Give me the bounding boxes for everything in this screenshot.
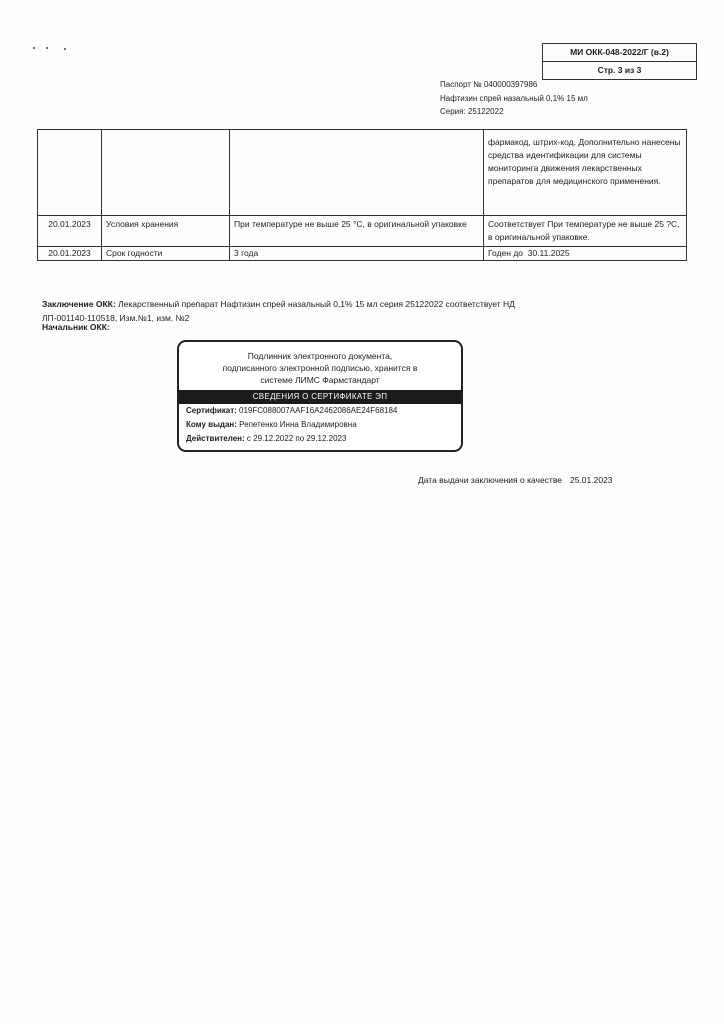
result-cell: Соответствует При температуре не выше 25 ?С, в оригинальной упаковке. — [484, 216, 687, 247]
conclusion-text: Лекарственный препарат Нафтизин спрей назальный 0,1% 15 мл серия 25122022 соответствует НД ЛП-001140-110518, Изм.№1, изм. №2 — [42, 299, 515, 323]
electronic-signature-stamp — [177, 340, 463, 452]
passport-number: Паспорт № 040000397986 — [440, 80, 538, 89]
scan-artifact — [46, 47, 48, 49]
requirement-cell: При температуре не выше 25 °С, в оригинальной упаковке — [230, 216, 484, 247]
doc-code-box — [542, 43, 697, 80]
requirement-cell: 3 года — [230, 247, 484, 261]
stamp-certificate-bar: СВЕДЕНИЯ О СЕРТИФИКАТЕ ЭП — [179, 390, 461, 404]
result-cell: фармакод, штрих-код. Дополнительно нанесены средства идентификации для системы мониторинга движения лекарственных препаратов для медицинского применения. — [484, 130, 687, 216]
table-row — [38, 247, 687, 261]
scan-artifact — [64, 48, 66, 50]
stamp-line: Подлинник электронного документа, — [247, 351, 393, 361]
validity-value: с 29.12.2022 по 29.12.2023 — [246, 434, 347, 443]
issued-to-value: Репетенко Инна Владимировна — [239, 420, 357, 429]
page-number: Стр. 3 из 3 — [543, 61, 696, 79]
requirement-cell — [230, 130, 484, 216]
issue-date-value: 25.01.2023 — [569, 475, 613, 485]
date-cell: 20.01.2023 — [38, 247, 102, 261]
validity-row — [179, 432, 461, 446]
table-row — [38, 130, 687, 216]
issued-to-label: Кому выдан: — [186, 420, 237, 429]
series-number: Серия: 25122022 — [440, 107, 504, 116]
certificate-label: Сертификат: — [186, 406, 237, 415]
table-row — [38, 216, 687, 247]
chief-label: Начальник ОКК: — [42, 322, 110, 332]
conclusion-label: Заключение ОКК: — [42, 299, 116, 309]
issue-date — [418, 475, 613, 485]
certificate-value: 019FC088007AAF16A2462086AE24F68184 — [239, 406, 398, 415]
stamp-line: подписанного электронной подписью, хранится в — [222, 363, 418, 373]
parameter-cell: Условия хранения — [102, 216, 230, 247]
result-cell: Годен до 30.11.2025 — [484, 247, 687, 261]
certificate-row — [179, 404, 461, 418]
results-table — [37, 129, 687, 261]
conclusion — [42, 297, 562, 325]
parameter-cell: Срок годности — [102, 247, 230, 261]
doc-code: МИ ОКК-048-2022/Г (в.2) — [570, 47, 669, 57]
parameter-cell — [102, 130, 230, 216]
passport-block — [440, 78, 588, 119]
product-name: Нафтизин спрей назальный 0,1% 15 мл — [440, 93, 588, 103]
scan-artifact — [33, 47, 35, 49]
validity-label: Действителен: — [186, 434, 245, 443]
date-cell: 20.01.2023 — [38, 216, 102, 247]
issue-date-label: Дата выдачи заключения о качестве — [418, 475, 562, 485]
stamp-line: системе ЛИМС Фармстандарт — [260, 375, 380, 385]
date-cell — [38, 130, 102, 216]
stamp-header — [179, 342, 461, 390]
issued-to-row — [179, 418, 461, 432]
